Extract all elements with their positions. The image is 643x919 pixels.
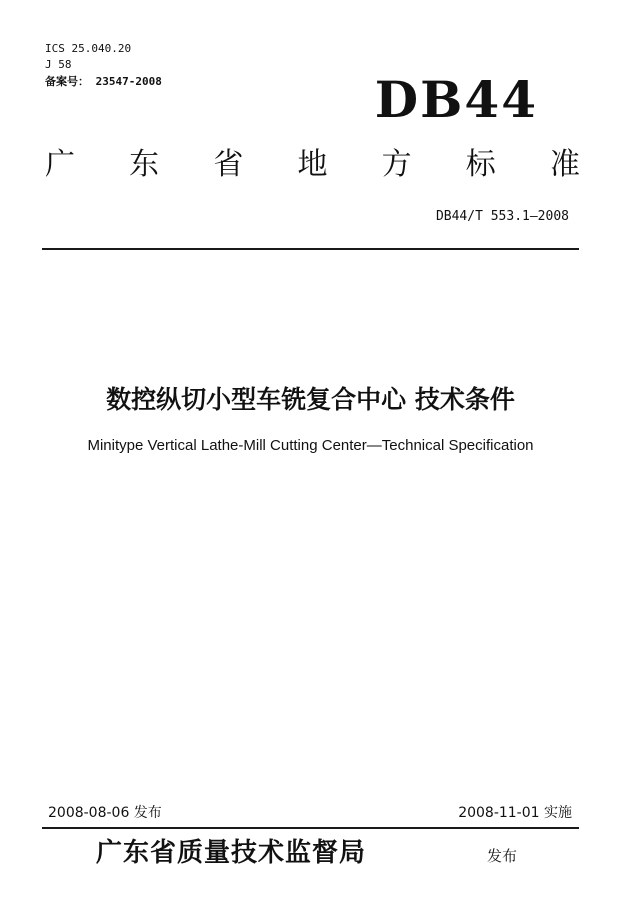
standard-type-char: 东 [129, 147, 160, 182]
document-title-chinese: 数控纵切小型车铣复合中心 技术条件 [106, 385, 515, 414]
standard-code-mark: DB44 [374, 70, 538, 129]
standard-type-char: 标 [465, 147, 496, 182]
bottom-divider [42, 827, 579, 829]
classification-code: J 58 [45, 58, 72, 71]
standard-type-char: 广 [45, 147, 75, 182]
implementation-date: 2008-11-01 实施 [458, 805, 572, 821]
document-title-english: Minitype Vertical Lathe-Mill Cutting Center—Technical Specification [87, 437, 534, 454]
standard-number: DB44/T 553.1—2008 [435, 209, 569, 224]
record-number [45, 75, 162, 89]
issuer-suffix: 发布 [487, 847, 518, 865]
record-number-value: 23547-2008 [95, 75, 162, 88]
standard-type-char: 方 [381, 147, 412, 182]
standard-type-char: 地 [297, 147, 328, 182]
issue-date: 2008-08-06 发布 [48, 805, 162, 821]
issuing-authority: 广东省质量技术监督局 [96, 838, 367, 868]
standard-type-char: 省 [213, 147, 244, 182]
ics-code: ICS 25.040.20 [45, 42, 132, 55]
standard-type-title [45, 145, 580, 185]
top-divider [42, 248, 579, 250]
standard-type-char: 准 [549, 147, 580, 182]
record-number-label: 备案号： [45, 75, 89, 88]
